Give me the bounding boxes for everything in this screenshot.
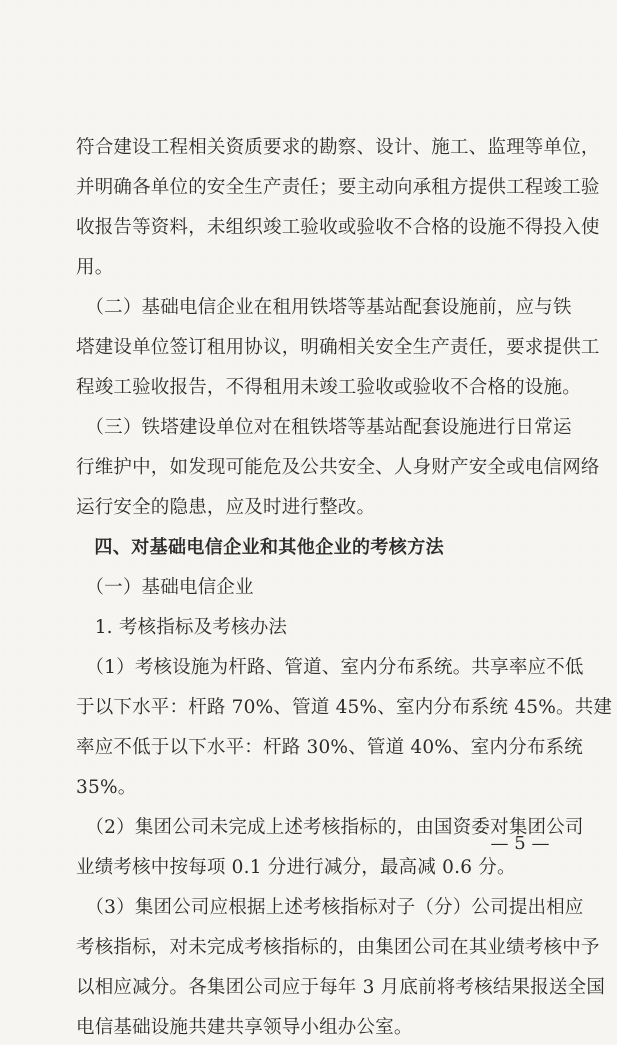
document-line: 并明确各单位的安全生产责任；要主动向承租方提供工程竣工验 (76, 177, 600, 198)
document-line: 符合建设工程相关资质要求的勘察、设计、施工、监理等单位， (76, 137, 600, 158)
page-number: — 5 — (490, 833, 550, 854)
document-line: （二）基础电信企业在租用铁塔等基站配套设施前，应与铁 (76, 297, 572, 318)
document-line: （3）集团公司应根据上述考核指标对子（分）公司提出相应 (76, 897, 584, 918)
document-line: （三）铁塔建设单位对在租铁塔等基站配套设施进行日常运 (76, 417, 572, 438)
document-line: 业绩考核中按每项 0.1 分进行减分，最高减 0.6 分。 (76, 857, 516, 878)
document-line: 程竣工验收报告，不得租用未竣工验收或验收不合格的设施。 (76, 377, 581, 398)
document-line: 电信基础设施共建共享领导小组办公室。 (76, 1017, 413, 1038)
document-line: 35%。 (76, 777, 137, 798)
document-line: 以相应减分。各集团公司应于每年 3 月底前将考核结果报送全国 (76, 977, 606, 998)
document-line: 考核指标，对未完成考核指标的，由集团公司在其业绩考核中予 (76, 937, 600, 958)
document-line: 率应不低于以下水平：杆路 30%、管道 40%、室内分布系统 (76, 737, 584, 758)
document-line: 塔建设单位签订租用协议，明确相关安全生产责任，要求提供工 (76, 337, 600, 358)
document-line: （1）考核设施为杆路、管道、室内分布系统。共享率应不低 (76, 657, 584, 678)
document-line: （2）集团公司未完成上述考核指标的，由国资委对集团公司 (76, 817, 584, 838)
subheading: （一）基础电信企业 (76, 577, 254, 598)
section-heading: 四、对基础电信企业和其他企业的考核方法 (76, 537, 444, 558)
document-line: 收报告等资料，未组织竣工验收或验收不合格的设施不得投入使 (76, 217, 600, 238)
document-line: 运行安全的隐患，应及时进行整改。 (76, 497, 376, 518)
document-line: 于以下水平：杆路 70%、管道 45%、室内分布系统 45%。共建 (76, 697, 613, 718)
document-line: 行维护中，如发现可能危及公共安全、人身财产安全或电信网络 (76, 457, 600, 478)
subheading: 1. 考核指标及考核办法 (76, 617, 288, 638)
document-body (76, 131, 613, 1045)
document-line: 用。 (76, 257, 114, 278)
